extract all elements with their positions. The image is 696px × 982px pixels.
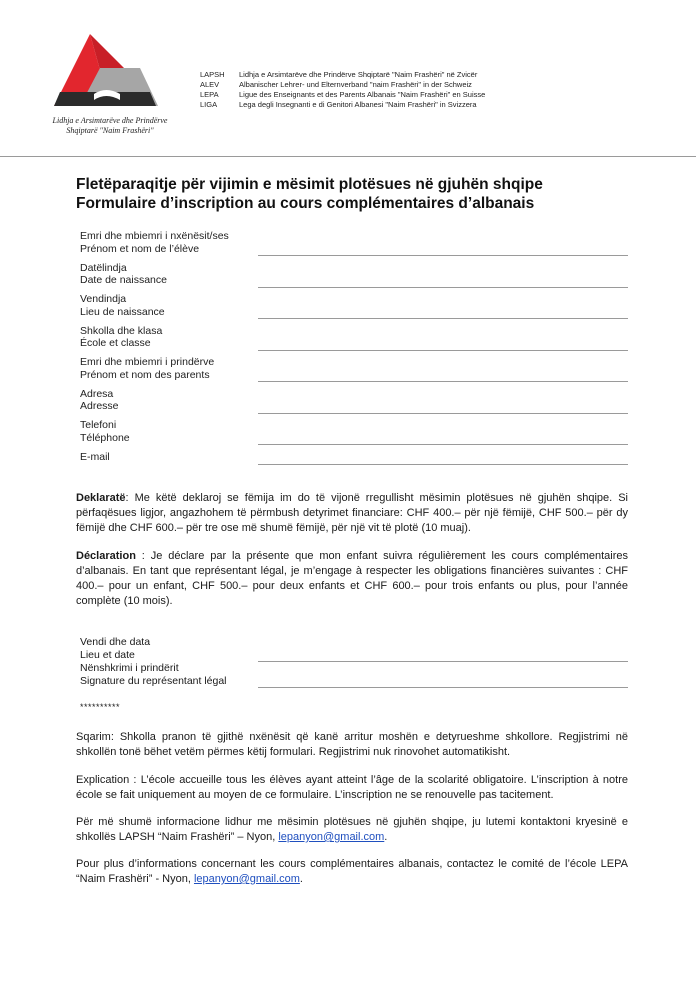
org-row <box>200 70 485 80</box>
fill-line[interactable] <box>258 413 628 414</box>
logo-caption-line2: Shqiptarë "Naim Frashëri" <box>66 126 154 135</box>
field-phone[interactable] <box>80 419 628 444</box>
field-label-sq: Telefoni <box>80 419 117 431</box>
explanation-french: Explication : L’école accueille tous les élèves ayant atteint l’âge de la scolarité obligatoire. L’inscription à notre école se fait uniquement au moyen de ce formulaire. L’inscription ne se renouvelle pas tacitement. <box>76 774 628 801</box>
field-label-fr: École et classe <box>80 337 151 349</box>
declaration-text-sq: : Me këtë deklaroj se fëmija im do të vijonë rregullisht mësimin plotësues në gjuhën shqipe. Si përfaqësues ligjor, angazhohem të përmbush detyrimet financiare: CHF 400.– për një fëmijë, CHF 500.– për dy fëmijë dhe CHF 600.– për tre ose më shumë fëmijë, për një vit të plotë (10 muaj). <box>76 492 628 534</box>
form-fields <box>80 230 628 470</box>
logo <box>40 30 180 136</box>
field-signature[interactable] <box>80 662 628 688</box>
field-label-email: E-mail <box>80 450 110 463</box>
declaration-label-sq: Deklaratë <box>76 492 126 504</box>
fill-line[interactable] <box>258 318 628 319</box>
field-email[interactable] <box>80 451 628 464</box>
field-label-sq: Adresa <box>80 387 114 400</box>
place-date-label-fr: Lieu et date <box>80 648 135 661</box>
field-label-fr: Prénom et nom de l’élève <box>80 242 200 255</box>
fill-line[interactable] <box>258 255 628 256</box>
contact-after-fr: . <box>299 873 303 885</box>
org-name: Lega degli Insegnanti e di Genitori Albanesi "Naim Frashëri" in Svizzera <box>239 100 477 109</box>
field-parents-name[interactable] <box>80 356 628 381</box>
org-row <box>200 80 485 90</box>
logo-caption-line1: Lidhja e Arsimtarëve dhe Prindërve <box>52 116 168 125</box>
contact-french <box>76 857 628 887</box>
fill-line[interactable] <box>258 464 628 465</box>
field-label-fr: Prénom et nom des parents <box>80 368 210 381</box>
contact-albanian <box>76 815 628 845</box>
contact-email-link[interactable]: lepanyon@gmail.com <box>278 831 385 843</box>
field-label-fr: Date de naissance <box>80 274 167 286</box>
field-label-sq: Emri dhe mbiemri i prindërve <box>80 356 215 368</box>
field-student-name[interactable] <box>80 230 628 255</box>
contact-text-sq: Për më shumë informacione lidhur me mësimin plotësues në gjuhën shqipe, ju lutemi kontaktoni kryesinë e shkollës LAPSH “Naim Frashëri” – Nyon, <box>76 816 628 843</box>
org-name: Lidhja e Arsimtarëve dhe Prindërve Shqiptarë "Naim Frashëri" në Zvicër <box>239 70 478 79</box>
logo-triangle-icon <box>50 30 160 112</box>
organization-list <box>200 70 485 110</box>
signature-label-fr: Signature du représentant légal <box>80 674 227 687</box>
form-title <box>76 175 543 213</box>
title-french: Formulaire d’inscription au cours complémentaires d’albanais <box>76 195 535 212</box>
declaration-label-fr: Déclaration <box>76 550 136 562</box>
field-label-fr: Téléphone <box>80 431 130 444</box>
explanation-albanian: Sqarim: Shkolla pranon të gjithë nxënësit që kanë arritur moshën e detyrueshme shkollore. Regjistrimi në shkollën tonë bëhet vetëm përmes këtij formulari. Regjistrimi nuk rinovohet automatikisht. <box>76 731 628 758</box>
org-abbr: LAPSH <box>200 70 225 79</box>
field-label-sq: Emri dhe mbiemri i nxënësit/ses <box>80 230 229 242</box>
place-date-label-sq: Vendi dhe data <box>80 636 151 648</box>
declaration-french <box>76 549 628 609</box>
field-label-fr: Adresse <box>80 400 119 412</box>
field-label-fr: Lieu de naissance <box>80 305 165 318</box>
declaration-albanian <box>76 491 628 536</box>
fill-line[interactable] <box>258 287 628 288</box>
fill-line[interactable] <box>258 350 628 351</box>
header-divider <box>0 156 696 157</box>
field-label-sq: Shkolla dhe klasa <box>80 324 163 337</box>
title-albanian: Fletëparaqitje për vijimin e mësimit plotësues në gjuhën shqipe <box>76 176 543 193</box>
section-separator: ********** <box>80 702 121 712</box>
org-name: Ligue des Enseignants et des Parents Albanais "Naim Frashëri" en Suisse <box>239 90 486 99</box>
field-birth-place[interactable] <box>80 293 628 318</box>
contact-text-fr: Pour plus d’informations concernant les cours complémentaires albanais, contactez le comité de l’école LEPA “Naim Frashëri” - Nyon, <box>76 858 628 885</box>
fill-line[interactable] <box>258 444 628 445</box>
org-row <box>200 100 485 110</box>
org-row <box>200 90 485 100</box>
org-name: Albanischer Lehrer- und Elternverband "naim Frashëri" in der Schweiz <box>239 80 472 89</box>
field-school-class[interactable] <box>80 325 628 350</box>
contact-email-link[interactable]: lepanyon@gmail.com <box>193 873 300 885</box>
org-abbr: LEPA <box>200 90 219 99</box>
signature-section <box>80 636 628 688</box>
field-place-date[interactable] <box>80 636 628 662</box>
field-label-sq: Vendindja <box>80 293 127 305</box>
field-birth-date[interactable] <box>80 262 628 287</box>
org-abbr: LIGA <box>200 100 218 109</box>
fill-line[interactable] <box>258 381 628 382</box>
fill-line[interactable] <box>258 687 628 688</box>
field-address[interactable] <box>80 388 628 413</box>
signature-label-sq: Nënshkrimi i prindërit <box>80 662 179 674</box>
declaration-text-fr: : Je déclare par la présente que mon enfant suivra régulièrement les cours complémentaires d’albanais. En tant que représentant légal, je m’engage à respecter les obligations financières suivantes : CHF 400.– pour un enfant, CHF 500.– pour deux enfants et CHF 600.– pour trois enfants ou plus, pour l’année complète (10 mois). <box>76 550 628 607</box>
contact-after-sq: . <box>384 831 388 843</box>
org-abbr: ALEV <box>200 80 220 89</box>
field-label-sq: Datëlindja <box>80 261 127 274</box>
